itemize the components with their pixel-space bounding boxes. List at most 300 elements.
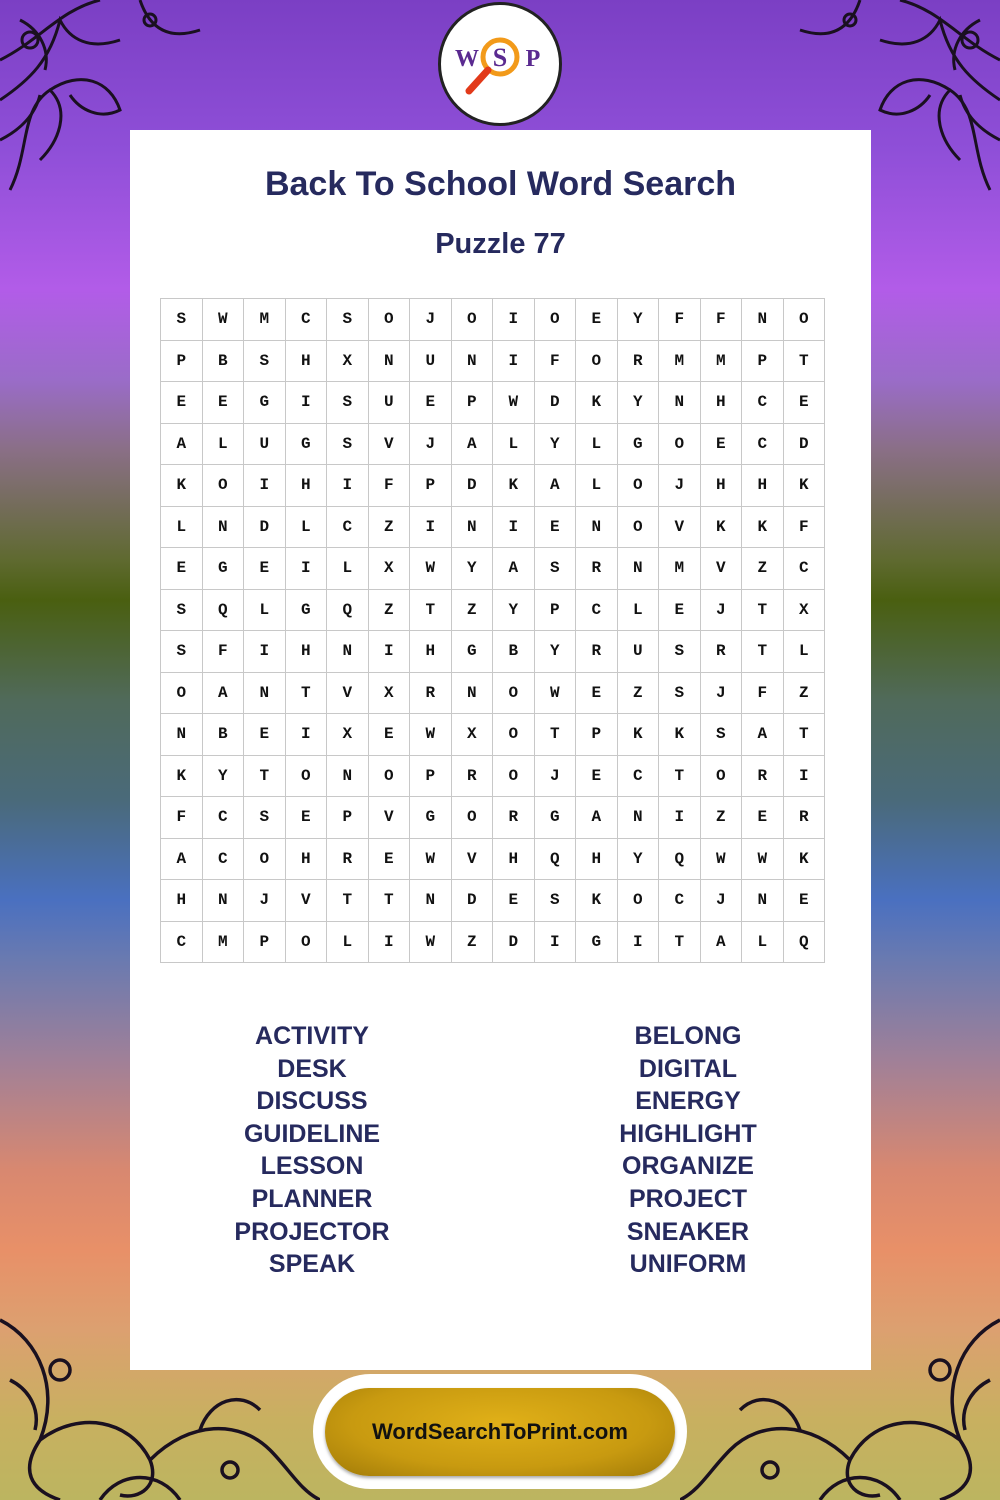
grid-cell[interactable]: V <box>368 797 410 839</box>
grid-cell[interactable]: S <box>327 423 369 465</box>
grid-cell[interactable]: U <box>244 423 286 465</box>
grid-cell[interactable]: V <box>700 548 742 590</box>
grid-cell[interactable]: Q <box>202 589 244 631</box>
word-item: DISCUSS <box>256 1087 368 1116</box>
grid-cell[interactable]: T <box>659 921 701 963</box>
grid-cell[interactable]: H <box>700 465 742 507</box>
grid-cell[interactable]: L <box>742 921 784 963</box>
word-item: ORGANIZE <box>622 1152 754 1181</box>
grid-cell[interactable]: E <box>410 382 452 424</box>
grid-cell[interactable]: E <box>576 755 618 797</box>
word-item: LESSON <box>260 1152 364 1181</box>
grid-cell[interactable]: T <box>368 880 410 922</box>
word-item: ACTIVITY <box>255 1022 369 1050</box>
grid-cell[interactable]: I <box>493 506 535 548</box>
word-item: ENERGY <box>635 1087 741 1116</box>
grid-row <box>161 506 825 548</box>
word-list-right <box>538 1020 838 1281</box>
logo-letter-s: S <box>492 43 508 72</box>
grid-cell[interactable]: R <box>783 797 825 839</box>
grid-cell[interactable]: C <box>742 382 784 424</box>
grid-cell[interactable]: O <box>493 714 535 756</box>
grid-cell[interactable]: P <box>742 340 784 382</box>
grid-cell[interactable]: B <box>202 340 244 382</box>
grid-cell[interactable]: K <box>783 838 825 880</box>
grid-cell[interactable]: O <box>451 797 493 839</box>
grid-cell[interactable]: M <box>244 299 286 341</box>
grid-cell[interactable]: H <box>700 382 742 424</box>
grid-cell[interactable]: Q <box>783 921 825 963</box>
grid-cell[interactable]: N <box>327 755 369 797</box>
grid-cell[interactable]: D <box>534 382 576 424</box>
grid-cell[interactable]: E <box>742 797 784 839</box>
grid-cell[interactable]: I <box>534 921 576 963</box>
grid-cell[interactable]: I <box>285 382 327 424</box>
grid-row <box>161 797 825 839</box>
grid-cell[interactable]: O <box>285 755 327 797</box>
grid-cell[interactable]: I <box>327 465 369 507</box>
puzzle-card <box>130 130 871 1370</box>
grid-cell[interactable]: A <box>161 838 203 880</box>
grid-cell[interactable]: E <box>244 548 286 590</box>
grid-cell[interactable]: E <box>161 382 203 424</box>
grid-cell[interactable]: J <box>700 589 742 631</box>
grid-cell[interactable]: R <box>451 755 493 797</box>
grid-cell[interactable]: K <box>742 506 784 548</box>
grid-cell[interactable]: O <box>617 880 659 922</box>
grid-cell[interactable]: Z <box>700 797 742 839</box>
grid-cell[interactable]: C <box>202 797 244 839</box>
grid-cell[interactable]: S <box>534 548 576 590</box>
grid-cell[interactable]: K <box>617 714 659 756</box>
grid-cell[interactable]: K <box>659 714 701 756</box>
grid-cell[interactable]: G <box>202 548 244 590</box>
grid-cell[interactable]: E <box>783 880 825 922</box>
grid-cell[interactable]: N <box>451 340 493 382</box>
grid-cell[interactable]: B <box>202 714 244 756</box>
grid-cell[interactable]: J <box>534 755 576 797</box>
grid-cell[interactable]: H <box>576 838 618 880</box>
grid-cell[interactable]: Z <box>783 672 825 714</box>
grid-cell[interactable]: C <box>742 423 784 465</box>
grid-cell[interactable]: S <box>244 340 286 382</box>
page-title: Back To School Word Search <box>264 165 737 203</box>
grid-cell[interactable]: L <box>161 506 203 548</box>
puzzle-number: Puzzle 77 <box>435 228 566 260</box>
grid-cell[interactable]: R <box>617 340 659 382</box>
grid-cell[interactable]: T <box>742 631 784 673</box>
grid-cell[interactable]: O <box>161 672 203 714</box>
grid-row <box>161 631 825 673</box>
grid-cell[interactable]: C <box>659 880 701 922</box>
grid-cell[interactable]: T <box>783 340 825 382</box>
grid-cell[interactable]: F <box>700 299 742 341</box>
grid-cell[interactable]: O <box>451 299 493 341</box>
grid-cell[interactable]: O <box>617 465 659 507</box>
grid-cell[interactable]: N <box>617 548 659 590</box>
grid-cell[interactable]: G <box>451 631 493 673</box>
word-item: BELONG <box>634 1022 742 1050</box>
grid-cell[interactable]: E <box>202 382 244 424</box>
grid-cell[interactable]: I <box>617 921 659 963</box>
grid-cell[interactable]: K <box>783 465 825 507</box>
grid-cell[interactable]: T <box>410 589 452 631</box>
grid-row <box>161 548 825 590</box>
grid-cell[interactable]: T <box>659 755 701 797</box>
grid-cell[interactable]: E <box>285 797 327 839</box>
grid-cell[interactable]: U <box>410 340 452 382</box>
grid-cell[interactable]: O <box>700 755 742 797</box>
grid-cell[interactable]: G <box>285 423 327 465</box>
grid-cell[interactable]: W <box>410 921 452 963</box>
grid-cell[interactable]: I <box>493 299 535 341</box>
grid-cell[interactable]: H <box>742 465 784 507</box>
grid-cell[interactable]: Z <box>368 589 410 631</box>
grid-cell[interactable]: C <box>161 921 203 963</box>
grid-cell[interactable]: C <box>327 506 369 548</box>
grid-cell[interactable]: Q <box>534 838 576 880</box>
grid-row <box>161 423 825 465</box>
grid-cell[interactable]: J <box>700 672 742 714</box>
word-item: PROJECT <box>628 1184 748 1213</box>
grid-cell[interactable]: K <box>576 382 618 424</box>
grid-cell[interactable]: F <box>783 506 825 548</box>
grid-cell[interactable]: E <box>700 423 742 465</box>
grid-cell[interactable]: E <box>576 672 618 714</box>
grid-cell[interactable]: T <box>742 589 784 631</box>
grid-cell[interactable]: I <box>285 714 327 756</box>
grid-cell[interactable]: Y <box>534 423 576 465</box>
grid-cell[interactable]: O <box>783 299 825 341</box>
grid-cell[interactable]: N <box>202 506 244 548</box>
grid-cell[interactable]: K <box>161 755 203 797</box>
grid-cell[interactable]: L <box>493 423 535 465</box>
grid-cell[interactable]: I <box>368 631 410 673</box>
grid-cell[interactable]: N <box>742 880 784 922</box>
grid-cell[interactable]: V <box>285 880 327 922</box>
grid-cell[interactable]: L <box>617 589 659 631</box>
grid-cell[interactable]: C <box>285 299 327 341</box>
grid-cell[interactable]: L <box>783 631 825 673</box>
grid-cell[interactable]: T <box>244 755 286 797</box>
word-item: DESK <box>277 1054 347 1083</box>
grid-cell[interactable]: O <box>202 465 244 507</box>
grid-cell[interactable]: P <box>410 755 452 797</box>
grid-cell[interactable]: S <box>534 880 576 922</box>
grid-row <box>161 589 825 631</box>
grid-cell[interactable]: Z <box>617 672 659 714</box>
grid-cell[interactable]: Y <box>617 299 659 341</box>
grid-cell[interactable]: Y <box>617 382 659 424</box>
logo-letter-p: P <box>525 46 541 72</box>
grid-cell[interactable]: I <box>244 631 286 673</box>
grid-cell[interactable]: V <box>659 506 701 548</box>
wsp-logo <box>438 2 562 126</box>
grid-cell[interactable]: S <box>700 714 742 756</box>
grid-cell[interactable]: S <box>244 797 286 839</box>
grid-cell[interactable]: C <box>576 589 618 631</box>
grid-cell[interactable]: A <box>576 797 618 839</box>
grid-cell[interactable]: O <box>244 838 286 880</box>
grid-cell[interactable]: O <box>534 299 576 341</box>
grid-cell[interactable]: P <box>576 714 618 756</box>
grid-cell[interactable]: O <box>617 506 659 548</box>
grid-cell[interactable]: R <box>576 548 618 590</box>
grid-cell[interactable]: H <box>410 631 452 673</box>
grid-cell[interactable]: N <box>327 631 369 673</box>
grid-cell[interactable]: E <box>368 714 410 756</box>
grid-cell[interactable]: P <box>161 340 203 382</box>
grid-cell[interactable]: E <box>576 299 618 341</box>
grid-cell[interactable]: W <box>410 548 452 590</box>
grid-cell[interactable]: G <box>617 423 659 465</box>
grid-cell[interactable]: W <box>410 714 452 756</box>
word-item: GUIDELINE <box>243 1119 381 1148</box>
grid-cell[interactable]: C <box>202 838 244 880</box>
grid-cell[interactable]: M <box>659 340 701 382</box>
grid-cell[interactable]: A <box>451 423 493 465</box>
grid-cell[interactable]: A <box>202 672 244 714</box>
grid-cell[interactable]: T <box>534 714 576 756</box>
footer-website-link[interactable]: WordSearchToPrint.com <box>325 1388 675 1476</box>
grid-cell[interactable]: I <box>783 755 825 797</box>
logo-letter-w: W <box>455 46 479 72</box>
grid-cell[interactable]: U <box>368 382 410 424</box>
grid-cell[interactable]: P <box>410 465 452 507</box>
grid-cell[interactable]: X <box>368 672 410 714</box>
grid-cell[interactable]: L <box>576 465 618 507</box>
word-item: SPEAK <box>268 1250 356 1279</box>
grid-cell[interactable]: E <box>493 880 535 922</box>
grid-cell[interactable]: N <box>244 672 286 714</box>
grid-cell[interactable]: X <box>368 548 410 590</box>
grid-cell[interactable]: Z <box>451 589 493 631</box>
grid-cell[interactable]: H <box>285 631 327 673</box>
grid-cell[interactable]: P <box>534 589 576 631</box>
grid-cell[interactable]: F <box>534 340 576 382</box>
word-item: PROJECTOR <box>234 1217 390 1246</box>
grid-cell[interactable]: D <box>244 506 286 548</box>
grid-cell[interactable]: T <box>327 880 369 922</box>
grid-cell[interactable]: F <box>161 797 203 839</box>
grid-cell[interactable]: N <box>368 340 410 382</box>
grid-cell[interactable]: N <box>161 714 203 756</box>
grid-row <box>161 299 825 341</box>
grid-cell[interactable]: E <box>659 589 701 631</box>
grid-cell[interactable]: P <box>451 382 493 424</box>
grid-cell[interactable]: A <box>161 423 203 465</box>
grid-cell[interactable]: S <box>161 589 203 631</box>
grid-cell[interactable]: S <box>161 299 203 341</box>
grid-cell[interactable]: K <box>576 880 618 922</box>
word-item: DIGITAL <box>638 1054 738 1083</box>
grid-row <box>161 672 825 714</box>
grid-cell[interactable]: L <box>576 423 618 465</box>
grid-cell[interactable]: L <box>285 506 327 548</box>
grid-cell[interactable]: L <box>327 921 369 963</box>
grid-cell[interactable]: G <box>285 589 327 631</box>
grid-cell[interactable]: F <box>659 299 701 341</box>
grid-cell[interactable]: W <box>534 672 576 714</box>
magnifier-logo-icon <box>445 19 555 109</box>
grid-cell[interactable]: E <box>534 506 576 548</box>
grid-cell[interactable]: L <box>202 423 244 465</box>
grid-cell[interactable]: I <box>244 465 286 507</box>
grid-cell[interactable]: W <box>202 299 244 341</box>
grid-cell[interactable]: M <box>202 921 244 963</box>
grid-cell[interactable]: M <box>659 548 701 590</box>
grid-cell[interactable]: J <box>659 465 701 507</box>
grid-cell[interactable]: N <box>576 506 618 548</box>
grid-cell[interactable]: T <box>783 714 825 756</box>
grid-cell[interactable]: I <box>410 506 452 548</box>
grid-cell[interactable]: Y <box>493 589 535 631</box>
grid-row <box>161 755 825 797</box>
grid-cell[interactable]: V <box>451 838 493 880</box>
grid-cell[interactable]: N <box>410 880 452 922</box>
grid-cell[interactable]: Y <box>451 548 493 590</box>
grid-cell[interactable]: A <box>493 548 535 590</box>
grid-cell[interactable]: J <box>410 299 452 341</box>
grid-cell[interactable]: S <box>161 631 203 673</box>
grid-row <box>161 465 825 507</box>
grid-cell[interactable]: O <box>576 340 618 382</box>
grid-cell[interactable]: N <box>202 880 244 922</box>
grid-cell[interactable]: E <box>783 382 825 424</box>
grid-cell[interactable]: D <box>451 465 493 507</box>
grid-cell[interactable]: R <box>576 631 618 673</box>
grid-cell[interactable]: D <box>783 423 825 465</box>
grid-row <box>161 714 825 756</box>
grid-row <box>161 921 825 963</box>
grid-cell[interactable]: J <box>244 880 286 922</box>
grid-cell[interactable]: G <box>576 921 618 963</box>
grid-cell[interactable]: Y <box>202 755 244 797</box>
grid-cell[interactable]: I <box>659 797 701 839</box>
grid-cell[interactable]: O <box>285 921 327 963</box>
grid-cell[interactable]: J <box>410 423 452 465</box>
grid-cell[interactable]: P <box>244 921 286 963</box>
grid-cell[interactable]: Y <box>617 838 659 880</box>
grid-row <box>161 838 825 880</box>
grid-cell[interactable]: W <box>742 838 784 880</box>
grid-cell[interactable]: F <box>202 631 244 673</box>
grid-cell[interactable]: O <box>493 755 535 797</box>
grid-cell[interactable]: H <box>285 340 327 382</box>
grid-cell[interactable]: N <box>451 672 493 714</box>
grid-cell[interactable]: G <box>410 797 452 839</box>
grid-cell[interactable]: K <box>700 506 742 548</box>
grid-row <box>161 880 825 922</box>
grid-cell[interactable]: D <box>493 921 535 963</box>
word-item: HIGHLIGHT <box>619 1119 757 1148</box>
grid-row <box>161 340 825 382</box>
grid-cell[interactable]: F <box>368 465 410 507</box>
grid-cell[interactable]: X <box>783 589 825 631</box>
grid-cell[interactable]: N <box>742 299 784 341</box>
grid-cell[interactable]: R <box>742 755 784 797</box>
grid-cell[interactable]: N <box>451 506 493 548</box>
grid-cell[interactable]: H <box>285 838 327 880</box>
grid-cell[interactable]: V <box>327 672 369 714</box>
grid-cell[interactable]: A <box>742 714 784 756</box>
grid-cell[interactable]: I <box>368 921 410 963</box>
word-item: UNIFORM <box>629 1250 747 1279</box>
grid-cell[interactable]: S <box>659 631 701 673</box>
grid-cell[interactable]: Z <box>368 506 410 548</box>
grid-cell[interactable]: W <box>700 838 742 880</box>
grid-cell[interactable]: Z <box>451 921 493 963</box>
grid-cell[interactable]: N <box>617 797 659 839</box>
grid-cell[interactable]: E <box>368 838 410 880</box>
grid-cell[interactable]: H <box>285 465 327 507</box>
grid-cell[interactable]: S <box>327 382 369 424</box>
grid-row <box>161 382 825 424</box>
grid-cell[interactable]: O <box>493 672 535 714</box>
letter-grid[interactable] <box>160 298 825 963</box>
grid-cell[interactable]: Z <box>742 548 784 590</box>
grid-cell[interactable]: F <box>742 672 784 714</box>
grid-cell[interactable]: D <box>451 880 493 922</box>
grid-cell[interactable]: E <box>161 548 203 590</box>
grid-cell[interactable]: X <box>327 340 369 382</box>
grid-cell[interactable]: R <box>700 631 742 673</box>
grid-cell[interactable]: I <box>285 548 327 590</box>
grid-cell[interactable]: K <box>161 465 203 507</box>
grid-cell[interactable]: R <box>327 838 369 880</box>
grid-cell[interactable]: X <box>327 714 369 756</box>
grid-cell[interactable]: J <box>700 880 742 922</box>
grid-cell[interactable]: V <box>368 423 410 465</box>
grid-cell[interactable]: L <box>244 589 286 631</box>
grid-cell[interactable]: G <box>534 797 576 839</box>
word-item: PLANNER <box>251 1184 373 1213</box>
grid-cell[interactable]: C <box>617 755 659 797</box>
grid-cell[interactable]: S <box>659 672 701 714</box>
grid-cell[interactable]: A <box>534 465 576 507</box>
grid-cell[interactable]: H <box>161 880 203 922</box>
grid-cell[interactable]: G <box>244 382 286 424</box>
grid-cell[interactable]: S <box>327 299 369 341</box>
grid-cell[interactable]: E <box>244 714 286 756</box>
word-item: SNEAKER <box>626 1217 750 1246</box>
grid-cell[interactable]: R <box>410 672 452 714</box>
grid-cell[interactable]: X <box>451 714 493 756</box>
grid-cell[interactable]: I <box>493 340 535 382</box>
grid-cell[interactable]: O <box>368 755 410 797</box>
grid-cell[interactable]: W <box>493 382 535 424</box>
grid-cell[interactable]: H <box>493 838 535 880</box>
grid-cell[interactable]: C <box>783 548 825 590</box>
grid-cell[interactable]: P <box>327 797 369 839</box>
grid-cell[interactable]: U <box>617 631 659 673</box>
grid-cell[interactable]: N <box>659 382 701 424</box>
grid-cell[interactable]: T <box>285 672 327 714</box>
grid-cell[interactable]: O <box>368 299 410 341</box>
word-list-left <box>162 1020 462 1281</box>
grid-cell[interactable]: R <box>493 797 535 839</box>
grid-cell[interactable]: B <box>493 631 535 673</box>
grid-cell[interactable]: Y <box>534 631 576 673</box>
grid-cell[interactable]: K <box>493 465 535 507</box>
grid-cell[interactable]: O <box>659 423 701 465</box>
grid-cell[interactable]: A <box>700 921 742 963</box>
grid-cell[interactable]: M <box>700 340 742 382</box>
grid-cell[interactable]: L <box>327 548 369 590</box>
grid-cell[interactable]: Q <box>327 589 369 631</box>
grid-cell[interactable]: Q <box>659 838 701 880</box>
grid-cell[interactable]: W <box>410 838 452 880</box>
